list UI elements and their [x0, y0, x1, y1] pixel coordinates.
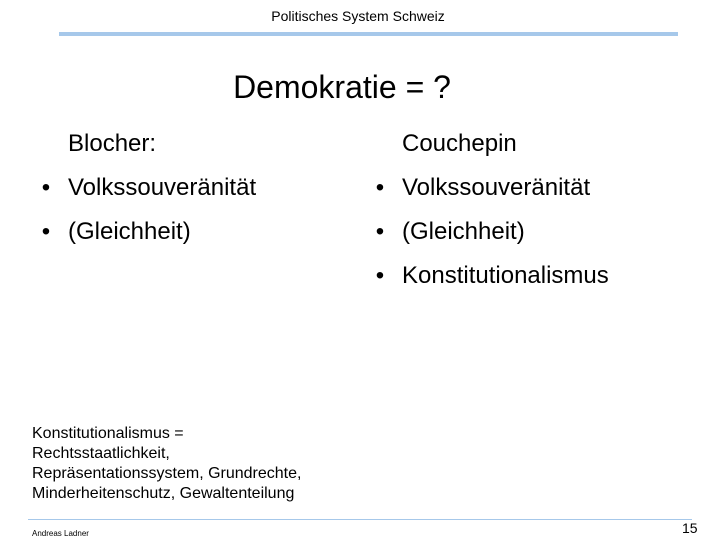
header-divider [59, 32, 678, 36]
slide-title: Demokratie = ? [233, 69, 451, 105]
list-item-text: Konstitutionalismus [402, 262, 609, 289]
right-column-heading-row [358, 129, 688, 173]
header-title: Politisches System Schweiz [271, 8, 445, 24]
list-item [24, 173, 354, 217]
footer-divider [28, 519, 692, 520]
page-number: 15 [682, 520, 698, 536]
list-item [358, 173, 688, 217]
bullet-icon: • [41, 174, 51, 201]
right-column-list [358, 129, 688, 305]
left-column-heading-row [24, 129, 354, 173]
footnote [32, 424, 372, 504]
list-item-text: (Gleichheit) [402, 218, 525, 245]
list-item [358, 217, 688, 261]
left-column-heading: Blocher: [68, 130, 157, 157]
author-credit: Andreas Ladner [32, 529, 89, 538]
footnote-line: Minderheitenschutz, Gewaltenteilung [32, 485, 295, 502]
left-column-list [24, 129, 354, 261]
list-item [358, 261, 688, 305]
footnote-line: Repräsentationssystem, Grundrechte, [32, 465, 302, 482]
bullet-icon: • [375, 174, 385, 201]
footnote-line: Konstitutionalismus = [32, 425, 184, 442]
footnote-line: Rechtsstaatlichkeit, [32, 445, 170, 462]
list-item-text: Volkssouveränität [402, 174, 591, 201]
list-item [24, 217, 354, 261]
bullet-icon: • [375, 218, 385, 245]
right-column-heading: Couchepin [402, 130, 517, 157]
bullet-icon: • [41, 218, 51, 245]
bullet-icon: • [375, 262, 385, 289]
list-item-text: (Gleichheit) [68, 218, 191, 245]
list-item-text: Volkssouveränität [68, 174, 257, 201]
